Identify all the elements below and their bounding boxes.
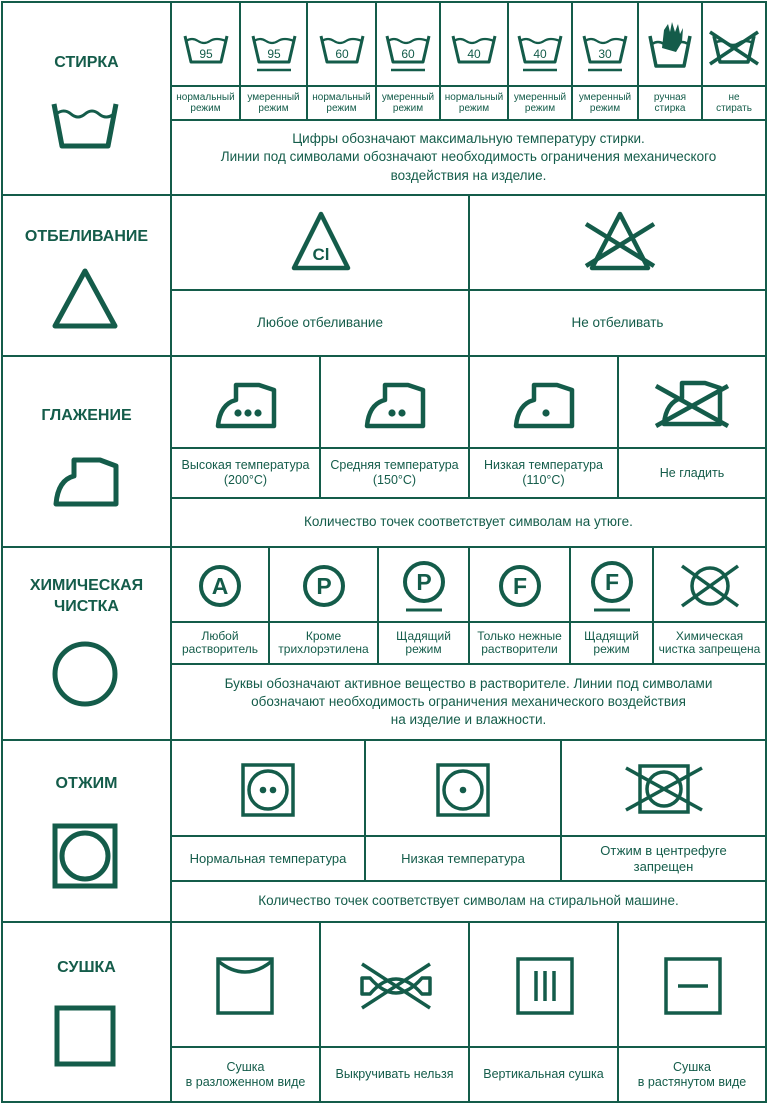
dry-clean-F-icon [588,558,636,616]
wash-temp-95-icon [249,26,299,76]
wash-label: нормальный режим [312,91,371,114]
drying-label-line: Сушка в растянутом виде [637,1059,747,1089]
section-title-dryclean: ХИМИЧЕСКАЯ ЧИСТКА [29,577,144,615]
wash-label: не стирать [716,91,752,114]
dry-clean-label: Химическая чистка запрещена [658,628,761,656]
iron-label: Средняя температура (150°C) [330,458,459,487]
bleach-cl-icon [290,210,352,272]
spin-note: Количество точек соответствует символам на стиральной машине. [258,893,679,909]
wash-temp-30-icon [580,26,630,76]
wash-label: умеренный режим [247,91,300,114]
section-title-ironing: ГЛАЖЕНИЕ [41,406,132,424]
wash-temp-value: 60 [401,47,415,61]
line-dry-icon [664,957,722,1015]
no-bleach-icon [582,210,658,274]
wash-temp-value: 95 [266,47,281,61]
no-wring-icon [356,960,436,1012]
wash-label: умеренный режим [513,91,567,114]
wash-temp-value: 30 [598,47,612,61]
hand-wash-icon [646,18,694,70]
wash-temp-60-icon [383,26,433,76]
dry-clean-label: Щадящий режим [396,628,451,656]
no-wash-icon [708,28,760,68]
drying-label-no-wring: Выкручивать нельзя [335,1067,454,1081]
iron-dots-2-icon [361,382,429,430]
dry-clean-P-icon [400,558,448,616]
drying-label-flat: Сушка в разложенном виде [185,1059,306,1089]
wash-temp-value: 95 [198,47,213,61]
tumble-dry-icon [52,823,118,889]
iron-dots-1-icon [510,382,578,430]
dry-clean-label: Кроме трихлорэтилена [278,628,369,656]
drying-label-vertical: Вертикальная сушка [483,1067,604,1081]
washing-note: Цифры обозначают максимальную температуру стирки. Линии под символами обозначают необходимость ограничения механического воздействия на изделие. [220,131,717,183]
dryclean-note: Буквы обозначают активное вещество в растворителе. Линии под символами обозначают необходимость ограничения механического воздействия на изделие и влажности. [224,675,713,728]
dry-clean-label: Только нежные растворители [477,628,562,656]
wash-label: умеренный режим [381,91,435,114]
drying-square-icon [54,1005,116,1067]
dry-clean-letter: P [415,569,432,595]
wash-label: умеренный режим [578,91,632,114]
no-iron-icon [654,380,730,430]
dry-clean-label: Щадящий режим [584,628,639,656]
tumble-dots-1-icon [436,763,490,817]
dry-clean-F-icon [496,558,544,616]
dry-clean-label: Любой растворитель [181,628,259,656]
wash-temp-40-icon [515,26,565,76]
spin-label: Отжим в центрефуге запрещен [600,842,727,874]
spin-label: Нормальная температура [189,850,347,866]
tumble-dots-2-icon [241,763,295,817]
dry-clean-letter: P [315,573,332,599]
bleach-triangle-icon [51,266,119,330]
wash-label: ручная стирка [653,91,687,114]
wash-temp-value: 40 [533,47,547,61]
iron-dots-3-icon [212,382,280,430]
section-title-drying: СУШКА [57,958,116,976]
dry-clean-letter: F [604,569,619,595]
drip-dry-icon [516,957,574,1015]
dry-clean-letter: F [512,573,527,599]
dry-clean-A-icon [196,558,244,616]
spin-label: Низкая температура [401,850,525,866]
dry-clean-P-icon [300,558,348,616]
iron-label: Не гладить [659,465,725,480]
wash-label: нормальный режим [444,91,504,114]
bleach-label-none: Не отбеливать [571,314,664,330]
wash-temp-60-icon [317,26,367,76]
iron-icon [50,456,120,508]
dry-clean-letter: A [211,573,229,599]
wash-temp-value: 40 [467,47,481,61]
wash-temp-40-icon [449,26,499,76]
wash-temp-value: 60 [334,47,349,61]
wash-label: нормальный режим [176,91,235,114]
section-title-spin: ОТЖИМ [55,774,118,792]
wash-tub-icon [51,100,119,150]
ironing-note: Количество точек соответствует символам на утюге. [304,514,633,530]
section-title-washing: СТИРКА [54,53,119,71]
iron-label: Низкая температура (110°C) [483,458,604,487]
bleach-label-any: Любое отбеливание [257,314,383,330]
no-dry-clean-icon [678,560,742,612]
flat-dry-icon [216,957,274,1015]
dry-clean-circle-icon [51,640,119,708]
iron-label: Высокая температура (200°C) [181,458,310,487]
wash-temp-95-icon [181,26,231,76]
no-tumble-dry-icon [624,764,704,814]
section-title-bleaching: ОТБЕЛИВАНИЕ [24,227,149,245]
bleach-cl-mark: Cl [312,245,330,264]
